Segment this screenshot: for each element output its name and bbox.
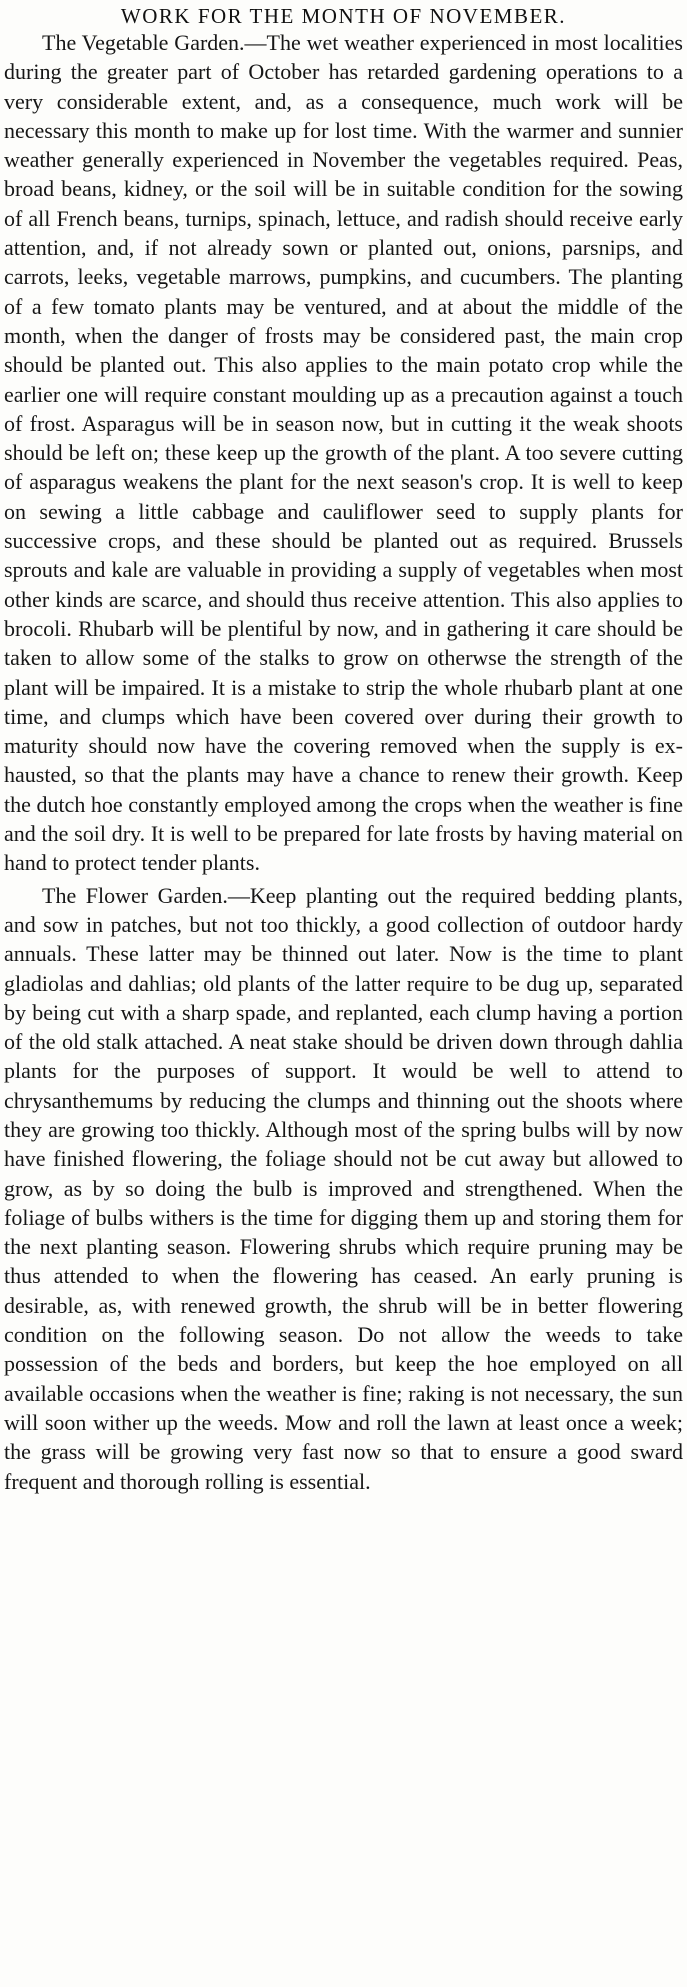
flower-garden-heading: The Flower Garden. <box>42 882 228 908</box>
flower-garden-paragraph <box>4 881 683 1496</box>
vegetable-garden-paragraph <box>4 28 683 878</box>
vegetable-garden-heading: The Vegetable Garden. <box>42 30 245 55</box>
vegetable-garden-text: —The wet weather experienced in most localities during the greater part of October has retarded gardening operations to a very considerable extent, and, as a consequence, much work will be necessary this month to make up for lost time. With the warmer and sunnier weather generally experienced in November the vegetables required. Peas, broad beans, kidney, or the soil will be in suitable condition for the sowing of all French beans, turnips, spinach, lettuce, and radish should receive early attention, and, if not already sown or planted out, onions, parsnips, and carrots, leeks, vegetable marrows, pumpkins, and cucumbers. The planting of a few tomato plants may be ventured, and at about the middle of the month, when the danger of frosts may be considered past, the main crop should be planted out. This also applies to the main potato crop while the earlier one will require constant moulding up as a precaution against a touch of frost. Asparagus will be in season now, but in cutting it the weak shoots should be left on; these keep up the growth of the plant. A too severe cutting of asparagus weakens the plant for the next season's crop. It is well to keep on sewing a little cabbage and cauliflower seed to supply plants for successive crops, and these should be planted out as required. Brussels sprouts and kale are valuable in providing a supply of vegetables when most other kinds are scarce, and should thus receive attention. This also applies to brocoli. Rhubarb will be plentiful by now, and in gathering it care should be taken to allow some of the stalks to grow on otherwse the strength of the plant will be impaired. It is a mistake to strip the whole rhubarb plant at one time, and clumps which have been covered over during their growth to maturity should now have the covering removed when the supply is exhausted, so that the plants may have a chance to renew their growth. Keep the dutch hoe constantly employed among the crops when the weather is fine and the soil dry. It is well to be prepared for late frosts by having material on hand to protect tender plants. <box>4 30 683 876</box>
flower-garden-text: —Keep planting out the required bedding plants, and sow in patches, but not too thickly, a good collection of outdoor hardy annuals. These latter may be thinned out later. Now is the time to plant gladiolas and dahlias; old plants of the latter require to be dug up, separated by being cut with a sharp spade, and replanted, each clump having a portion of the old stalk attached. A neat stake should be driven down through dahlia plants for the purposes of support. It would be well to attend to chrysanthemums by reducing the clumps and thinning out the shoots where they are growing too thickly. Although most of the spring bulbs will by now have finished flowering, the foliage should not be cut away but allowed to grow, as by so doing the bulb is improved and strengthened. When the foliage of bulbs withers is the time for digging them up and storing them for the next planting season. Flowering shrubs which require pruning may be thus attended to when the flowering has ceased. An early pruning is desirable, as, with renewed growth, the shrub will be in better flowering condition on the following season. Do not allow the weeds to take possession of the beds and borders, but keep the hoe employed on all available occasions when the weather is fine; raking is not necessary, the sun will soon wither up the weeds. Mow and roll the lawn at least once a week; the grass will be growing very fast now so that to ensure a good sward frequent and thorough rolling is essential. <box>4 882 683 1494</box>
article <box>4 4 683 1496</box>
article-headline: WORK FOR THE MONTH OF NOVEMBER. <box>120 4 567 28</box>
